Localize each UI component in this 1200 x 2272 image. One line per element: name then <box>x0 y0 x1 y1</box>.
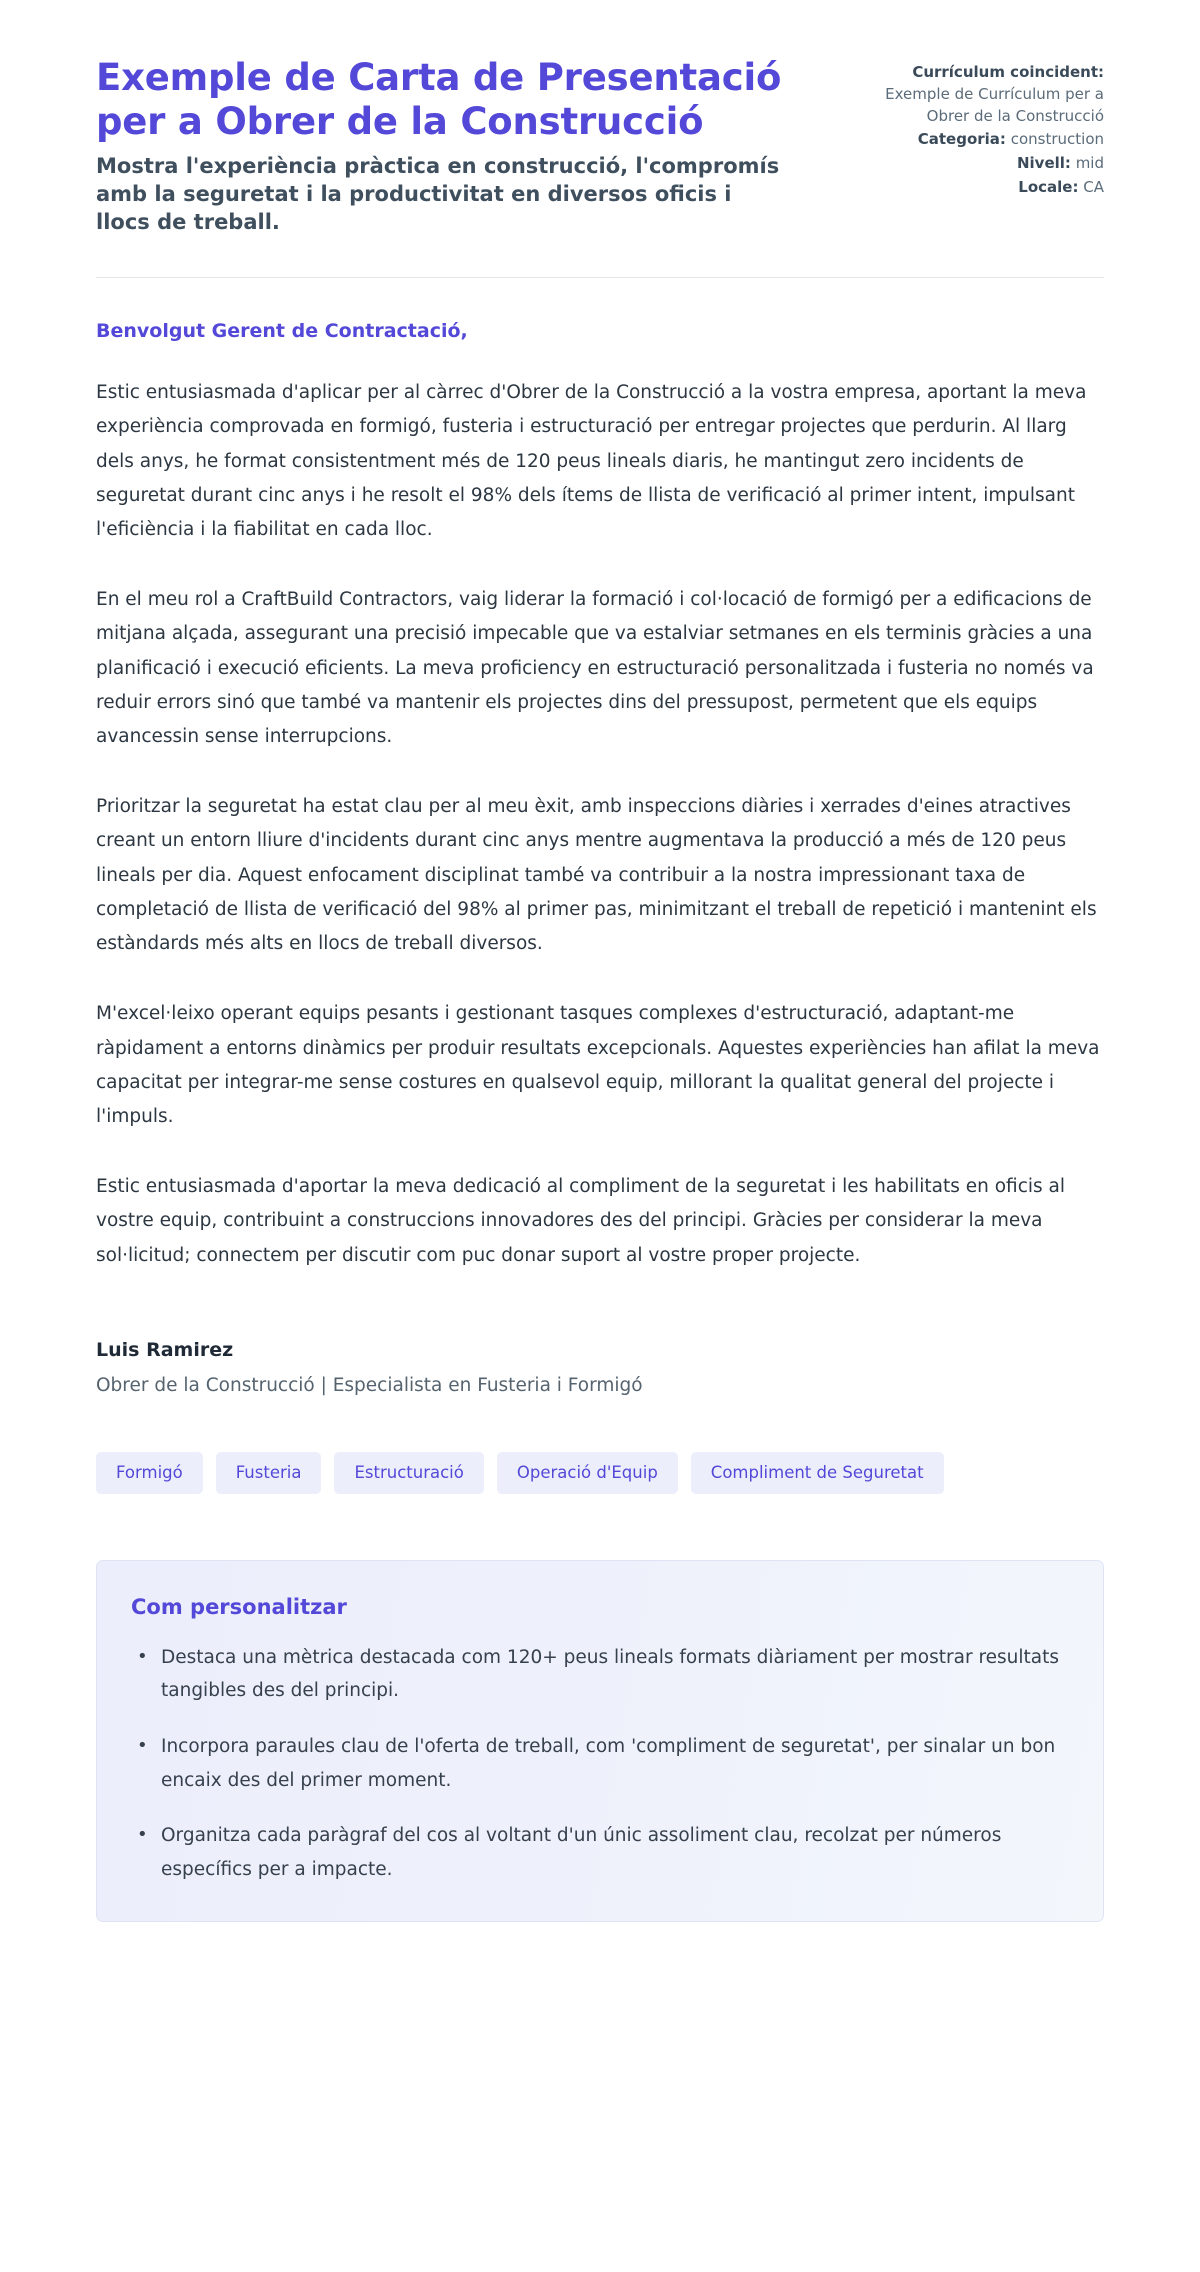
tip-item: • Organitza cada paràgraf del cos al voltant d'un únic assoliment clau, recolzat per números específics per a impacte. <box>157 1819 1063 1886</box>
meta-locale-label: Locale: <box>1018 177 1079 196</box>
signature-block <box>96 1339 1104 1396</box>
meta-level-value: mid <box>1075 154 1104 172</box>
body-paragraph: Prioritzar la seguretat ha estat clau per al meu èxit, amb inspeccions diàries i xerrades d'eines atractives creant un entorn lliure d'incidents durant cinc anys mentre augmentava la producció a més de 120 peus lineals per dia. Aquest enfocament disciplinat també va contribuir a la nostra impressionant taxa de completació de llista de verificació del 98% al primer pas, minimitzant el treball de repetició i mantenint els estàndards més alts en llocs de treball diversos. <box>96 796 1097 955</box>
page-header <box>96 56 1104 237</box>
skill-tag-list <box>96 1452 1104 1494</box>
signature-name: Luis Ramirez <box>96 1338 234 1361</box>
meta-matching-resume-value: Exemple de Currículum per a Obrer de la Construcció <box>885 84 1104 125</box>
body-paragraph: Estic entusiasmada d'aplicar per al càrrec d'Obrer de la Construcció a la vostra empresa, aportant la meva experiència comprovada en formigó, fusteria i estructuració per entregar projectes que perdurin. Al llarg dels anys, he format consistentment més de 120 peus lineals diaris, he mantingut zero incidents de seguretat durant cinc anys i he resolt el 98% dels ítems de llista de verificació al primer intent, impulsant l'eficiència i la fiabilitat en cada lloc. <box>96 382 1087 540</box>
page-subtitle: Mostra l'experiència pràctica en construcció, l'compromís amb la seguretat i la productivitat en diversos oficis i llocs de treball. <box>96 154 780 235</box>
meta-matching-resume-label: Currículum coincident: <box>912 63 1104 81</box>
meta-locale-value: CA <box>1083 177 1104 196</box>
header-title-group <box>96 56 786 237</box>
meta-matching-resume <box>844 62 1104 127</box>
page-title: Exemple de Carta de Presentació per a Obrer de la Construcció <box>96 56 782 143</box>
header-divider <box>96 277 1104 278</box>
body-paragraph: Estic entusiasmada d'aportar la meva dedicació al compliment de la seguretat i les habilitats en oficis al vostre equip, contribuint a construccions innovadores des del principi. Gràcies per considerar la meva sol·licitud; connectem per discutir com puc donar suport al vostre proper projecte. <box>96 1176 1066 1266</box>
meta-level <box>844 153 1104 175</box>
skill-tag[interactable]: Estructuració <box>334 1452 483 1494</box>
skill-tag[interactable]: Formigó <box>96 1452 203 1494</box>
meta-category <box>844 129 1104 151</box>
salutation: Benvolgut Gerent de Contractació, <box>96 320 468 343</box>
skill-tag[interactable]: Fusteria <box>216 1452 322 1494</box>
signature-role: Obrer de la Construcció | Especialista en Fusteria i Formigó <box>96 1374 643 1396</box>
tip-item: • Incorpora paraules clau de l'oferta de treball, com 'compliment de seguretat', per sinalar un bon encaix des del primer moment. <box>157 1730 1063 1797</box>
body-paragraph: En el meu rol a CraftBuild Contractors, vaig liderar la formació i col·locació de formigó per a edificacions de mitjana alçada, assegurant una precisió impecable que va estalviar setmanes en els terminis gràcies a una planificació i execució eficients. La meva proficiency en estructuració personalitzada i fusteria no només va reduir errors sinó que també va mantenir els projectes dins del pressupost, permetent que els equips avancessin sense interrupcions. <box>96 589 1094 748</box>
tips-title: Com personalitzar <box>131 1594 347 1619</box>
meta-category-label: Categoria: <box>917 130 1006 149</box>
customization-tips-panel <box>96 1560 1104 1922</box>
tip-item: • Destaca una mètrica destacada com 120+ peus lineals formats diàriament per mostrar resultats tangibles des del principi. <box>157 1641 1063 1708</box>
body-paragraph: M'excel·leixo operant equips pesants i gestionant tasques complexes d'estructuració, adaptant-me ràpidament a entorns dinàmics per produir resultats excepcionals. Aquestes experiències han afilat la meva capacitat per integrar-me sense costures en qualsevol equip, millorant la qualitat general del projecte i l'impuls. <box>96 1003 1100 1128</box>
meta-level-label: Nivell: <box>1016 154 1071 172</box>
meta-category-value: construction <box>1010 130 1104 149</box>
cover-letter-body <box>96 320 1104 1273</box>
tips-list <box>131 1641 1063 1887</box>
meta-locale <box>844 177 1104 199</box>
document-meta <box>844 56 1104 201</box>
skill-tag[interactable]: Operació d'Equip <box>497 1452 678 1494</box>
skill-tag[interactable]: Compliment de Seguretat <box>691 1452 944 1494</box>
